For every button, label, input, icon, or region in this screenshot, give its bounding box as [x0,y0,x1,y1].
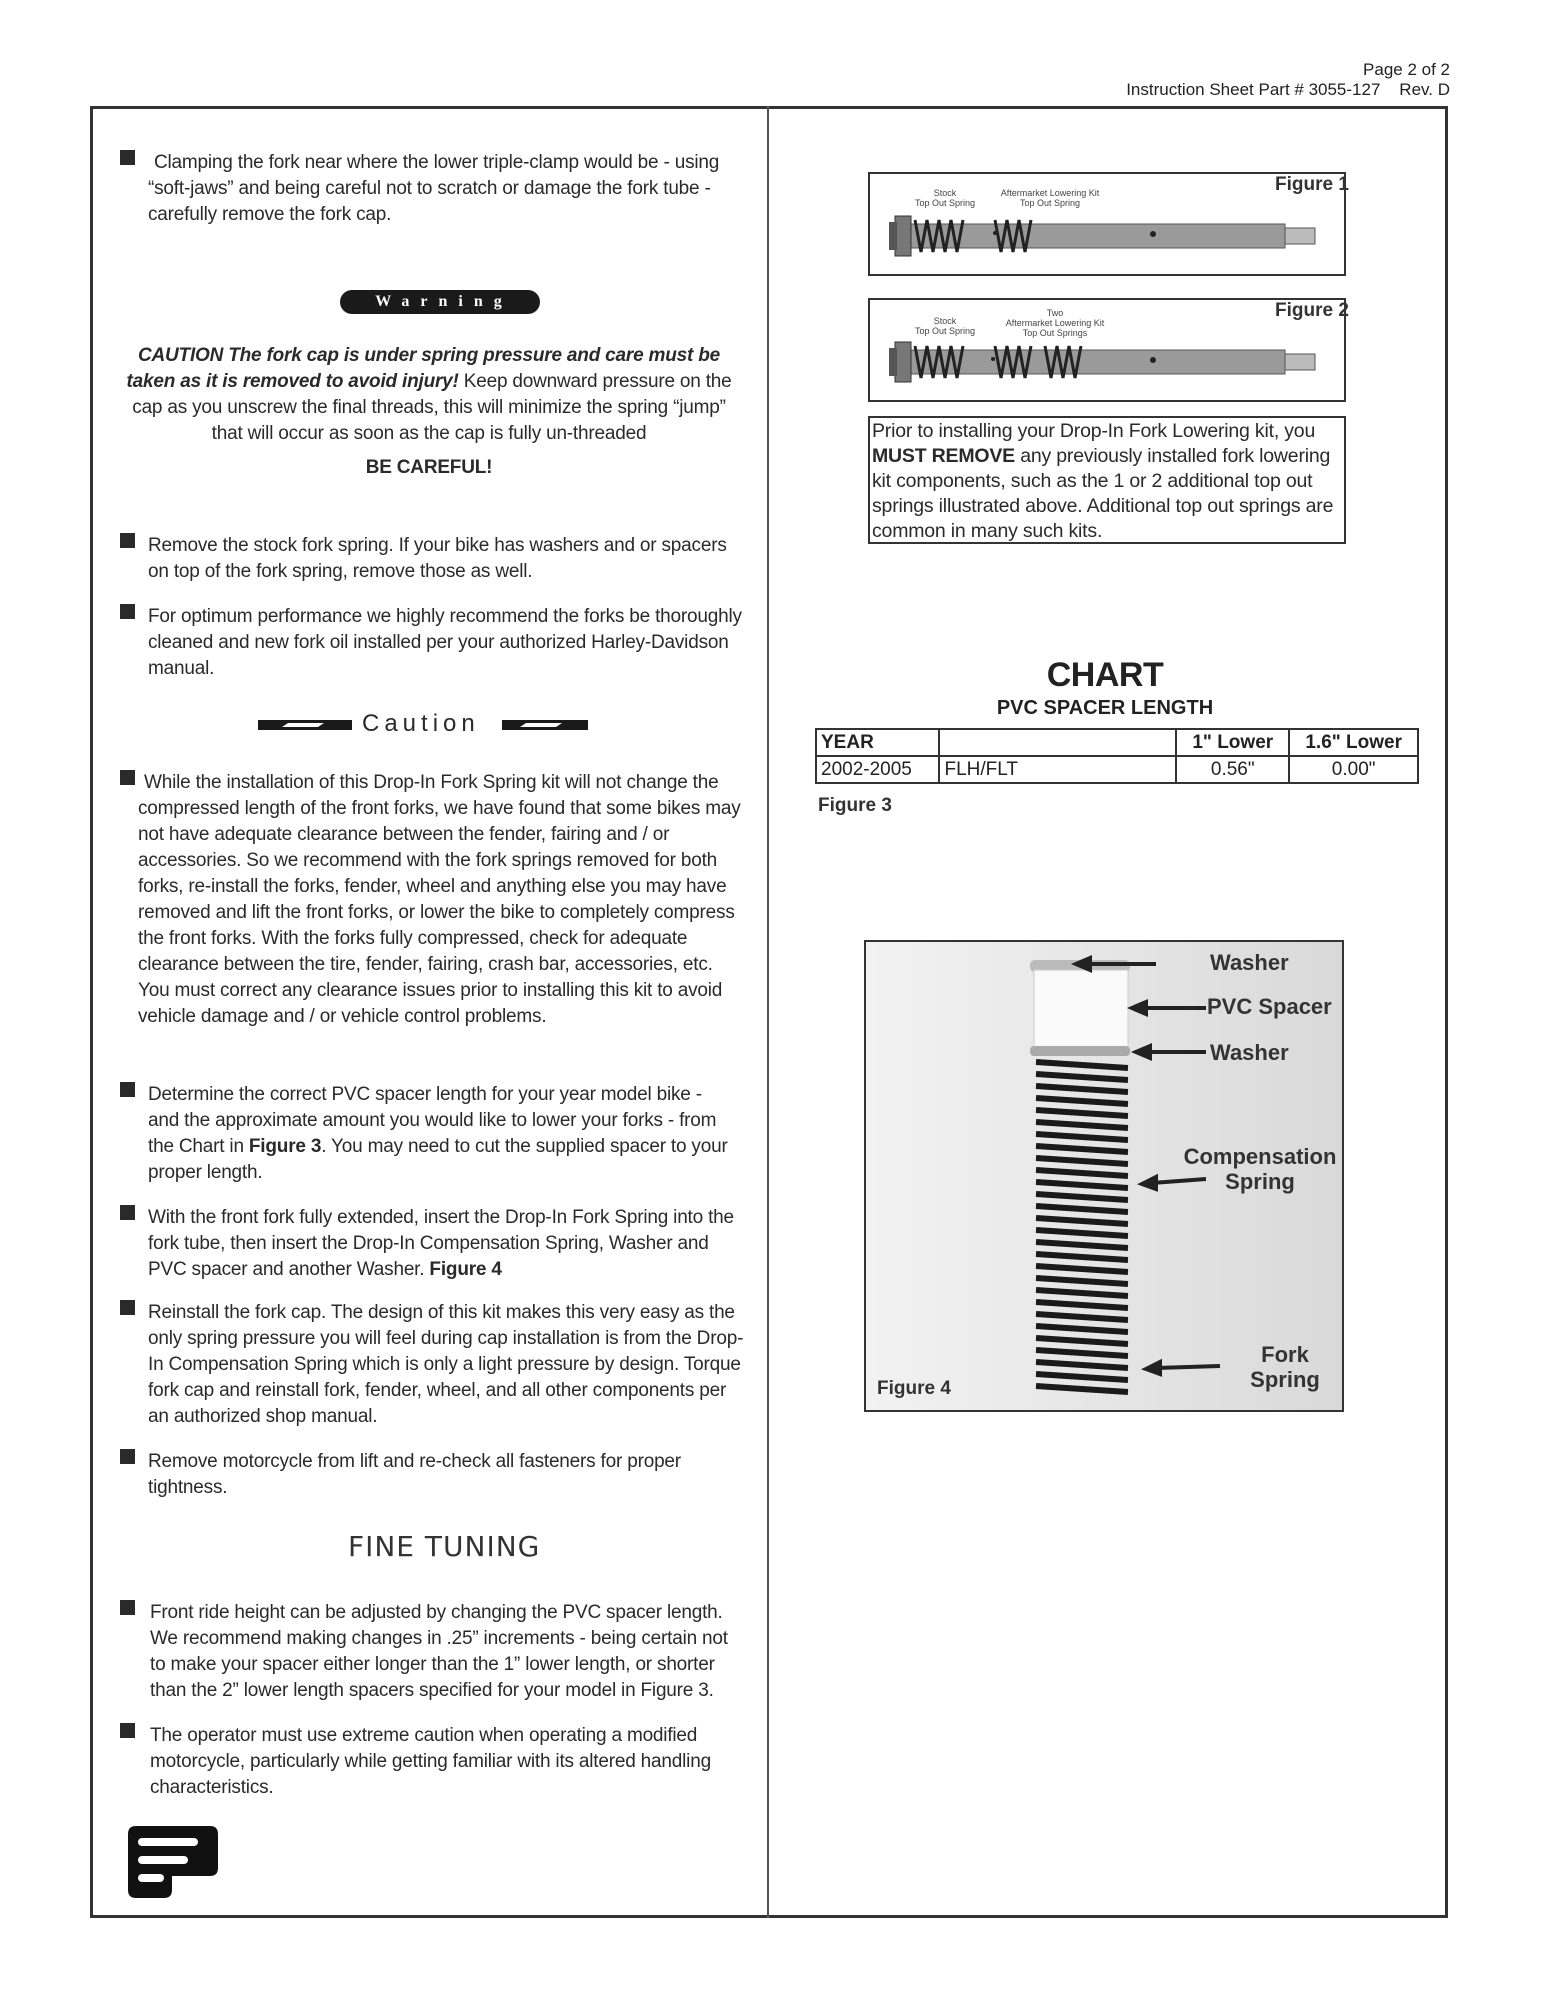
figure-4-caption: Figure 4 [877,1378,951,1399]
table-header-cell: YEAR [816,729,939,756]
figure-1-stock-label: Stock Top Out Spring [914,188,976,208]
step-spacer-length [148,1082,738,1186]
note-must-remove: MUST REMOVE [872,445,1015,467]
bullet-icon [120,150,135,165]
warning-banner: Warning [340,290,540,314]
step-reinstall-cap: Reinstall the fork cap. The design of this kit makes this very easy as the only spring pressure you will feel during cap installation is from the Drop-In Compensation Spring which is only a light pressure by design. Torque fork cap and reinstall fork, fender, wheel, and all other components per an authorized shop manual. [148,1302,744,1427]
column-divider [767,106,769,1918]
table-header-cell: 1.6" Lower [1289,729,1418,756]
bullet-icon [120,770,135,785]
figure-3-caption: Figure 3 [818,795,892,816]
caution-bar-left-icon [258,718,352,732]
figure-2-stock-label: Stock Top Out Spring [914,316,976,336]
bullet-icon [120,1300,135,1315]
table-header-cell [939,729,1176,756]
step-recheck-fasteners: Remove motorcycle from lift and re-check all fasteners for proper tightness. [148,1451,681,1498]
table-row [816,756,1418,783]
step-spacer-text-b: . You may need to cut the supplied spacer to your proper length. [148,1136,728,1183]
caution-bar-right-icon [502,718,588,732]
caution-bold-text: CAUTION The fork cap is under spring pressure and care must be taken as it is removed to avoid injury! [126,345,721,392]
figure-2-fork-diagram [885,336,1335,392]
step-remove-spring: Remove the stock fork spring. If your bike has washers and or spacers on top of the fork spring, remove those as well. [148,535,727,582]
table-cell: 0.00" [1289,756,1418,783]
caution-text: Keep downward pressure on the cap as you unscrew the final threads, this will minimize the spring “jump” that will occur as soon as the cap is fully un-threaded [132,371,732,444]
step-operator-caution: The operator must use extreme caution when operating a modified motorcycle, particularly while getting familiar with its altered handling characteristics. [150,1725,711,1798]
be-careful-text: BE CAREFUL! [365,457,493,478]
chart-title: CHART [1046,656,1164,694]
table-header-cell: 1" Lower [1176,729,1289,756]
step-remove-fork-cap: Clamping the fork near where the lower triple-clamp would be - using “soft-jaws” and being careful not to scratch or damage the fork tube - carefully remove the fork cap. [148,152,720,225]
fine-tuning-heading: FINE TUNING [348,1530,541,1563]
bullet-icon [120,1205,135,1220]
note-text [872,419,1344,544]
note-text-a: Prior to installing your Drop-In Fork Lowering kit, you [872,420,1316,442]
table-cell: 2002-2005 [816,756,939,783]
figure-1-fork-diagram [885,208,1335,264]
table-cell: 0.56" [1176,756,1289,783]
pvc-spacer-table [815,728,1419,784]
bullet-icon [120,1723,135,1738]
figure-1-title: Figure 1 [1275,174,1349,195]
figure-2-aftermarket-label: Two Aftermarket Lowering Kit Top Out Springs [1005,308,1105,338]
step-spacer-text-a: Determine the correct PVC spacer length for your year model bike - and the approximate amount you would like to lower your forks - from the Chart in [148,1084,717,1157]
step-ride-height: Front ride height can be adjusted by changing the PVC spacer length. We recommend making changes in .25” increments - being certain not to make your spacer either longer than the 1” lower length, or shorter than the 2” lower length spacers specified for your model in Figure 3. [150,1602,728,1701]
table-cell: FLH/FLT [939,756,1176,783]
washer-bottom-label: Washer [1210,1040,1289,1065]
bullet-icon [120,533,135,548]
page-number: Page 2 of 2 [1363,60,1450,79]
pvc-spacer-label: PVC Spacer [1207,994,1332,1019]
bullet-icon [120,1600,135,1615]
fork-spring-label: Fork Spring [1250,1342,1320,1392]
caution-banner: Caution [362,710,480,737]
table-header-row [816,729,1418,756]
step-clearance-check: While the installation of this Drop-In Fork Spring kit will not change the compressed length of the front forks, we have found that some bikes may not have adequate clearance between the fender, fairing and / or accessories. So we recommend with the fork springs removed for both forks, re-install the forks, fender, wheel and anything else you may have removed and lift the front forks, or lower the bike to completely compress the front forks. With the forks fully compressed, check for adequate clearance between the tire, fender, fairing, crash bar, accessories, etc. You must correct any clearance issues prior to installing this kit to avoid vehicle damage and / or vehicle control problems. [138,772,741,1027]
bullet-icon [120,1449,135,1464]
step-insert-text: With the front fork fully extended, insert the Drop-In Fork Spring into the fork tube, then insert the Drop-In Compensation Spring, Washer and PVC spacer and another Washer. [148,1207,734,1280]
figure-1-aftermarket-label: Aftermarket Lowering Kit Top Out Spring [1000,188,1100,208]
company-logo-icon [128,1826,218,1898]
instruction-sheet-part: Instruction Sheet Part # 3055-127 Rev. D [1126,80,1450,99]
bullet-icon [120,604,135,619]
chart-subtitle: PVC SPACER LENGTH [996,697,1214,719]
caution-paragraph [118,343,740,447]
figure-4-ref: Figure 4 [429,1259,502,1280]
note-text-b: any previously installed fork lowering kit components, such as the 1 or 2 additional top out springs illustrated above. Additional top out springs are common in many such kits. [872,445,1334,542]
step-clean-forks: For optimum performance we highly recommend the forks be thoroughly cleaned and new fork oil installed per your authorized Harley-Davidson manual. [148,606,742,679]
figure-2-title: Figure 2 [1275,300,1349,321]
washer-top-label: Washer [1210,950,1289,975]
figure-3-ref: Figure 3 [248,1136,322,1157]
step-insert-spring [148,1205,748,1283]
bullet-icon [120,1082,135,1097]
compensation-spring-label: Compensation Spring [1183,1144,1337,1194]
